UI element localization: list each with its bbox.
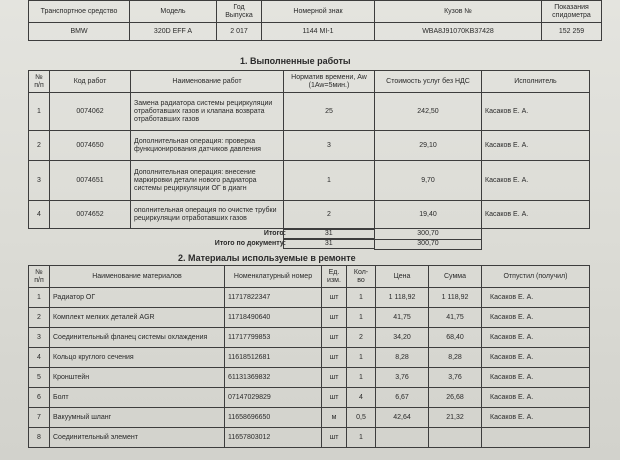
table-row (29, 328, 590, 348)
material-issuer: Касаков Е. А. (482, 408, 590, 428)
table-row (29, 131, 590, 161)
material-sum: 26,68 (429, 388, 482, 408)
work-code: 0074062 (50, 93, 131, 131)
material-issuer: Касаков Е. А. (482, 388, 590, 408)
material-price (376, 428, 429, 448)
work-executor: Касаков Е. А. (482, 161, 590, 201)
material-name: Радиатор ОГ (50, 288, 225, 308)
vehicle-cell: 1144 МІ-1 (262, 23, 375, 41)
works-table (28, 70, 590, 250)
material-num: 5 (29, 368, 50, 388)
works-doc-total-row (29, 239, 590, 249)
material-num: 2 (29, 308, 50, 328)
material-qty: 4 (347, 388, 376, 408)
material-name: Кронштейн (50, 368, 225, 388)
works-header: Код работ (50, 71, 131, 93)
vehicle-header: Кузов № (375, 1, 542, 23)
works-header: Норматив времени, Aw (1Aw=5мин.) (284, 71, 375, 93)
vehicle-header: Год Выпуска (217, 1, 262, 23)
materials-header: Кол- во (347, 266, 376, 288)
vehicle-cell: 152 259 (542, 23, 602, 41)
material-name: Болт (50, 388, 225, 408)
materials-header: Отпустил (получил) (482, 266, 590, 288)
works-header: Стоимость услуг без НДС (375, 71, 482, 93)
works-total-row (29, 229, 590, 240)
material-issuer: Касаков Е. А. (482, 348, 590, 368)
material-qty: 1 (347, 288, 376, 308)
table-row (29, 408, 590, 428)
material-code: 11718490640 (225, 308, 322, 328)
material-name: Соединительный фланец системы охлаждения (50, 328, 225, 348)
material-num: 6 (29, 388, 50, 408)
work-num: 2 (29, 131, 50, 161)
material-unit: м (322, 408, 347, 428)
materials-header: Наименование материалов (50, 266, 225, 288)
material-issuer: Касаков Е. А. (482, 288, 590, 308)
work-num: 1 (29, 93, 50, 131)
vehicle-table (28, 0, 602, 41)
work-code: 0074651 (50, 161, 131, 201)
vehicle-cell: 320D EFF A (130, 23, 217, 41)
material-qty: 2 (347, 328, 376, 348)
material-price: 34,20 (376, 328, 429, 348)
material-code: 11657803012 (225, 428, 322, 448)
work-cost: 9,70 (375, 161, 482, 201)
work-executor: Касаков Е. А. (482, 201, 590, 229)
material-sum: 68,40 (429, 328, 482, 348)
material-num: 1 (29, 288, 50, 308)
table-row (29, 93, 590, 131)
total-aw: 31 (283, 229, 376, 239)
material-name: Комплект мелких деталей AGR (50, 308, 225, 328)
material-sum: 1 118,92 (429, 288, 482, 308)
work-aw: 3 (284, 131, 375, 161)
material-price: 8,28 (376, 348, 429, 368)
table-row (29, 388, 590, 408)
materials-title: 2. Материалы используемые в ремонте (178, 253, 356, 263)
vehicle-cell: 2 017 (217, 23, 262, 41)
material-name: Вакуумный шланг (50, 408, 225, 428)
vehicle-header: Транспортное средство (29, 1, 130, 23)
material-sum: 3,76 (429, 368, 482, 388)
materials-header: № п/п (29, 266, 50, 288)
material-issuer: Касаков Е. А. (482, 368, 590, 388)
material-sum: 8,28 (429, 348, 482, 368)
table-row (29, 348, 590, 368)
materials-header: Номенклатурный номер (225, 266, 322, 288)
work-executor: Касаков Е. А. (482, 131, 590, 161)
doc-total-sum: 300,70 (375, 239, 482, 249)
material-price: 41,75 (376, 308, 429, 328)
material-qty: 0,5 (347, 408, 376, 428)
material-unit: шт (322, 428, 347, 448)
work-name: Дополнительная операция: проверка функционирования датчиков давления (131, 131, 284, 161)
vehicle-header: Номерной знак (262, 1, 375, 23)
material-code: 61131369832 (225, 368, 322, 388)
material-unit: шт (322, 288, 347, 308)
vehicle-header: Показания спидометра (542, 1, 602, 23)
works-title: 1. Выполненные работы (240, 56, 351, 66)
material-num: 4 (29, 348, 50, 368)
work-name: Замена радиатора системы рециркуляции отработавших газов и клапана возврата отработавших газов (131, 93, 284, 131)
works-header: № п/п (29, 71, 50, 93)
vehicle-cell: BMW (29, 23, 130, 41)
work-aw: 1 (284, 161, 375, 201)
work-aw: 2 (284, 201, 375, 229)
material-unit: шт (322, 328, 347, 348)
material-code: 11717799853 (225, 328, 322, 348)
total-label: Итого: (263, 230, 286, 237)
materials-header: Цена (376, 266, 429, 288)
material-qty: 1 (347, 348, 376, 368)
material-num: 7 (29, 408, 50, 428)
work-cost: 242,50 (375, 93, 482, 131)
material-sum (429, 428, 482, 448)
table-row (29, 201, 590, 229)
doc-total-aw: 31 (283, 239, 376, 249)
work-num: 3 (29, 161, 50, 201)
material-price: 3,76 (376, 368, 429, 388)
doc-total-label: Итого по документу: (214, 240, 286, 247)
material-issuer: Касаков Е. А. (482, 328, 590, 348)
material-price: 6,67 (376, 388, 429, 408)
material-num: 3 (29, 328, 50, 348)
material-sum: 41,75 (429, 308, 482, 328)
table-row (29, 428, 590, 448)
work-name: ополнительная операция по очистке трубки рециркуляции отработавших газов (131, 201, 284, 229)
work-aw: 25 (284, 93, 375, 131)
material-num: 8 (29, 428, 50, 448)
work-cost: 29,10 (375, 131, 482, 161)
table-row (29, 288, 590, 308)
material-qty: 1 (347, 368, 376, 388)
material-unit: шт (322, 308, 347, 328)
table-row (29, 368, 590, 388)
material-sum: 21,32 (429, 408, 482, 428)
work-code: 0074652 (50, 201, 131, 229)
vehicle-header: Модель (130, 1, 217, 23)
material-qty: 1 (347, 428, 376, 448)
material-code: 11618512681 (225, 348, 322, 368)
vehicle-cell: WBA8J91070KB37428 (375, 23, 542, 41)
material-name: Соединительный элемент (50, 428, 225, 448)
material-unit: шт (322, 388, 347, 408)
materials-table (28, 265, 590, 448)
material-code: 07147029829 (225, 388, 322, 408)
work-num: 4 (29, 201, 50, 229)
table-row (29, 308, 590, 328)
material-unit: шт (322, 368, 347, 388)
work-cost: 19,40 (375, 201, 482, 229)
material-code: 11717822347 (225, 288, 322, 308)
works-header: Наименование работ (131, 71, 284, 93)
materials-header: Сумма (429, 266, 482, 288)
work-name: Дополнительная операция: внесение маркировки детали нового радиатора системы рециркуляции ОГ в диагн (131, 161, 284, 201)
material-unit: шт (322, 348, 347, 368)
work-code: 0074650 (50, 131, 131, 161)
materials-header: Ед. изм. (322, 266, 347, 288)
material-issuer (482, 428, 590, 448)
material-qty: 1 (347, 308, 376, 328)
material-price: 42,64 (376, 408, 429, 428)
work-executor: Касаков Е. А. (482, 93, 590, 131)
material-issuer: Касаков Е. А. (482, 308, 590, 328)
table-row (29, 161, 590, 201)
works-header: Исполнитель (482, 71, 590, 93)
total-sum: 300,70 (375, 229, 482, 240)
material-price: 1 118,92 (376, 288, 429, 308)
material-code: 11658696650 (225, 408, 322, 428)
material-name: Кольцо круглого сечения (50, 348, 225, 368)
